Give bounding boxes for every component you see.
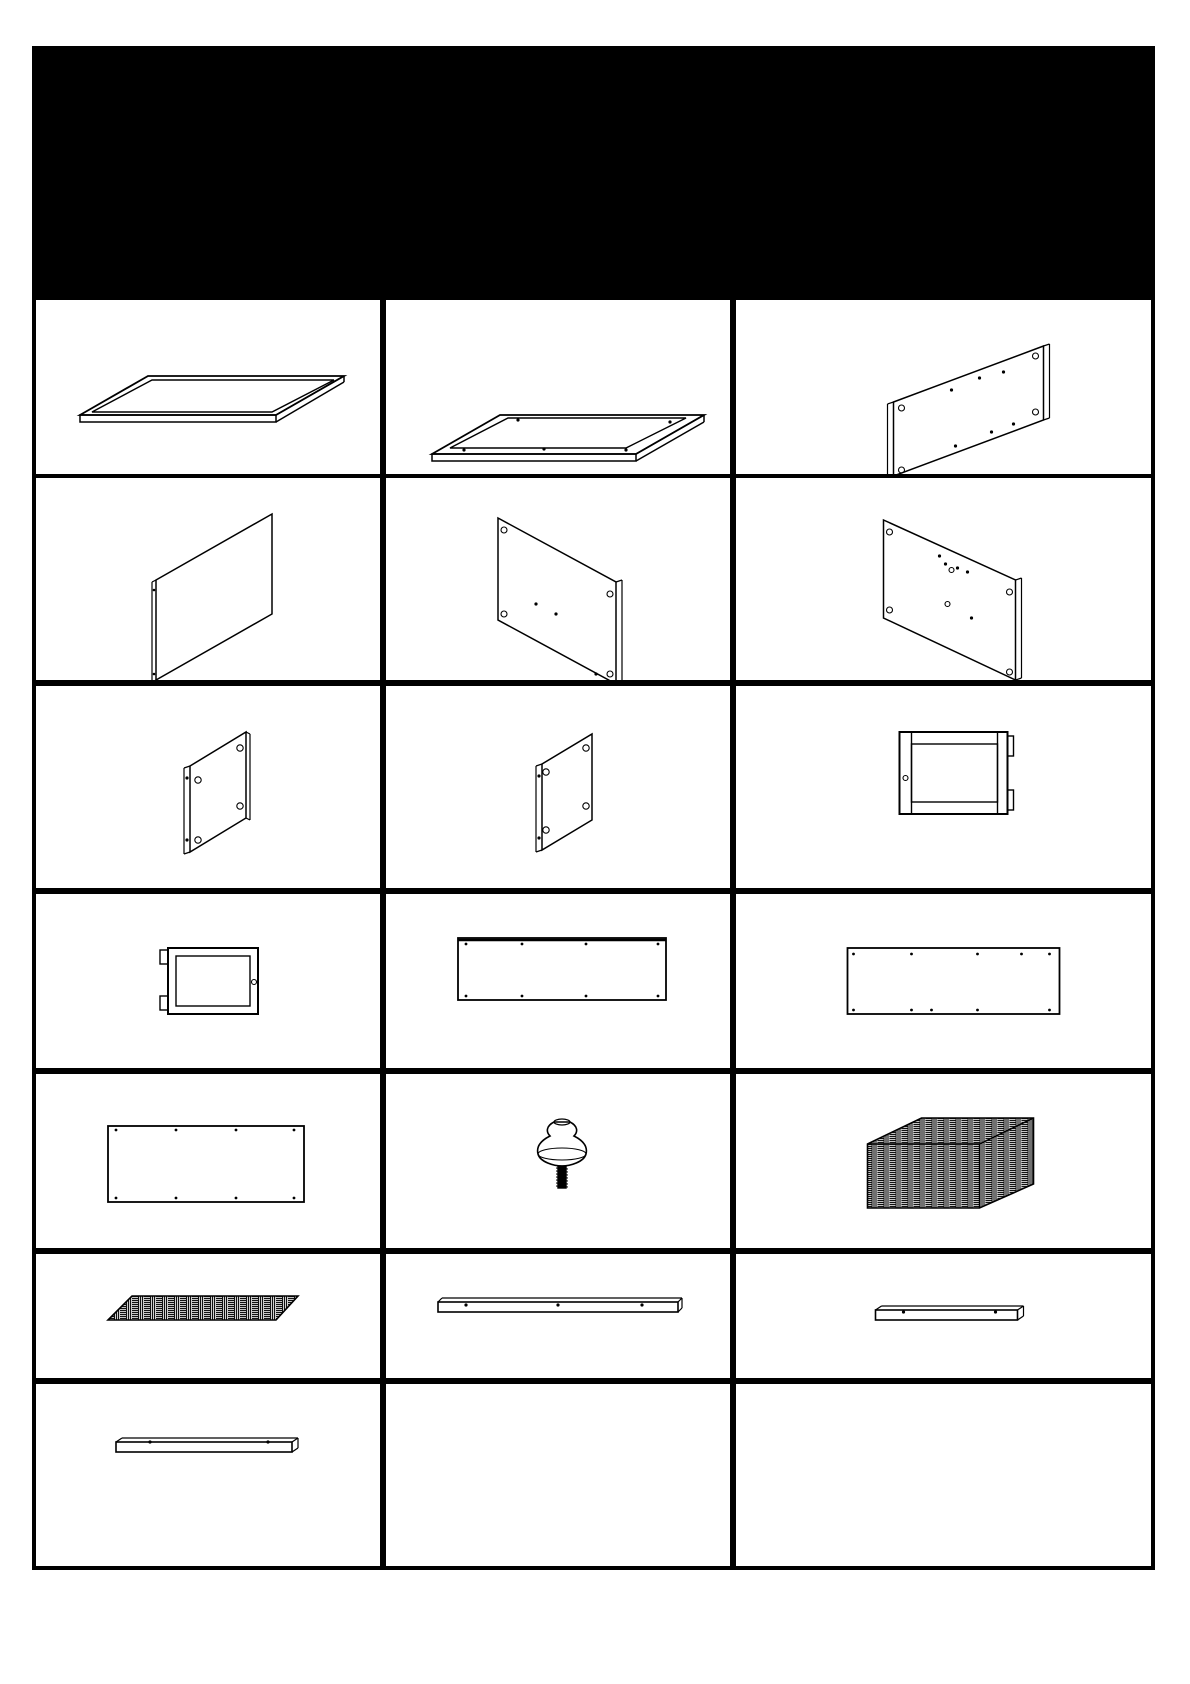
part-cell	[732, 1380, 1155, 1570]
part-cell	[32, 682, 384, 892]
part-cell	[32, 1380, 384, 1570]
part-cell	[382, 1380, 734, 1570]
part-cell	[732, 1070, 1155, 1252]
part-cell	[382, 1070, 734, 1252]
back-panel-large-icon	[736, 894, 1151, 1068]
top-frame-panel-icon	[36, 300, 380, 474]
part-cell	[382, 1250, 734, 1382]
woven-basket-icon	[736, 1074, 1151, 1248]
part-cell	[732, 890, 1155, 1072]
small-side-panel-left-icon	[36, 686, 380, 888]
part-cell	[382, 296, 734, 478]
part-cell	[732, 1250, 1155, 1382]
side-board-drilled-icon	[386, 478, 730, 680]
small-side-panel-right-icon	[386, 686, 730, 888]
framed-end-panel-right-icon	[736, 686, 1151, 888]
short-slat-alt-icon	[36, 1384, 380, 1566]
base-frame-panel-icon	[386, 300, 730, 474]
long-slat-icon	[386, 1254, 730, 1378]
part-cell	[732, 682, 1155, 892]
part-cell	[382, 890, 734, 1072]
framed-end-panel-left-icon	[36, 894, 380, 1068]
part-cell	[382, 474, 734, 684]
part-cell	[32, 890, 384, 1072]
knob-screw-icon	[386, 1074, 730, 1248]
part-cell	[32, 474, 384, 684]
back-panel-medium-icon	[386, 894, 730, 1068]
part-cell	[382, 682, 734, 892]
part-cell	[32, 1250, 384, 1382]
part-cell	[32, 296, 384, 478]
part-cell	[732, 296, 1155, 478]
part-cell	[732, 474, 1155, 684]
back-panel-small-icon	[36, 1074, 380, 1248]
back-rail-panel-icon	[736, 300, 1151, 474]
header-band	[32, 46, 1155, 296]
side-board-multi-drilled-icon	[736, 478, 1151, 680]
woven-mat-icon	[36, 1254, 380, 1378]
plain-board-icon	[36, 478, 380, 680]
short-slat-icon	[736, 1254, 1151, 1378]
part-cell	[32, 1070, 384, 1252]
